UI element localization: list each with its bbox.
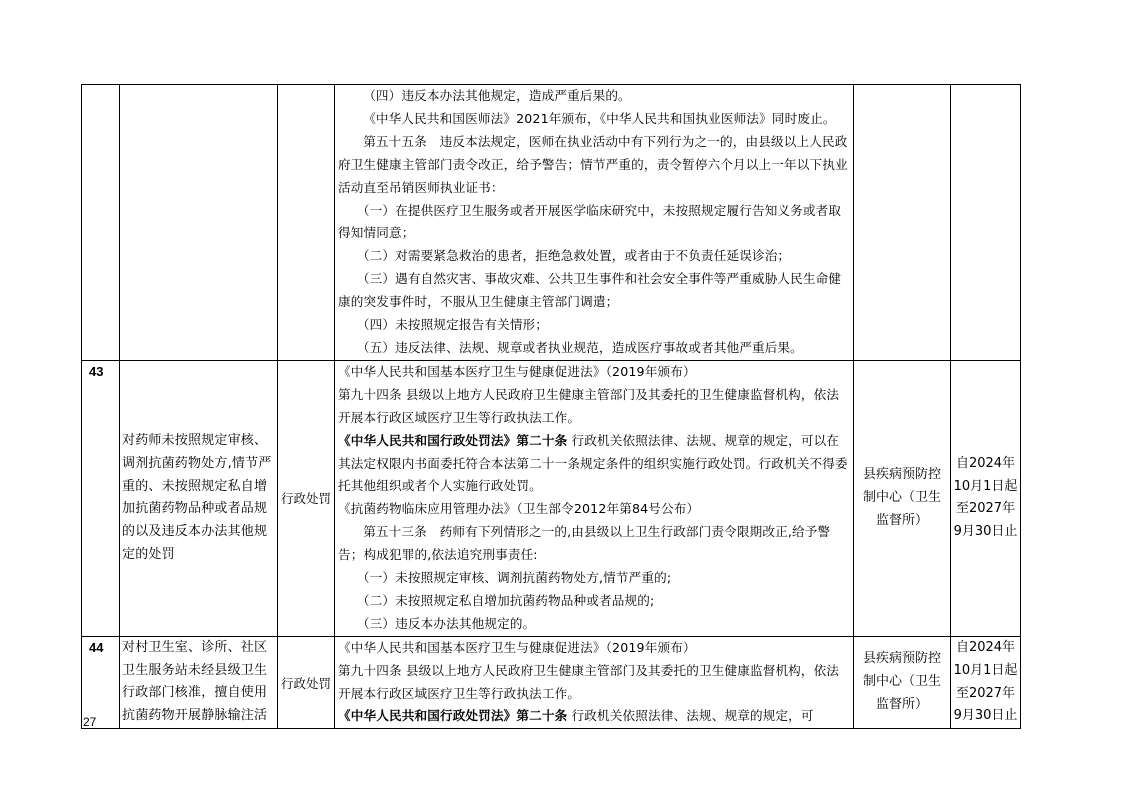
validity-period: 自2024年10月1日起至2027年9月30日止 <box>953 639 1018 724</box>
row-number: 44 <box>89 639 104 655</box>
basis-paragraph: （四）未按照规定报告有关情形； <box>356 317 549 333</box>
validity-period-cell <box>951 360 1021 636</box>
item-name-cell <box>120 85 278 361</box>
enforcement-dept: 县疾病预防控制中心（卫生监督所） <box>862 467 941 528</box>
basis-paragraph: 《中华人民共和国基本医疗卫生与健康促进法》（2019年颁布） <box>338 363 696 379</box>
basis-paragraph: 第五十三条 药师有下列情形之一的,由县级以上卫生行政部门责令限期改正,给予警告；构成犯罪的,依法追究刑事责任: <box>338 524 831 563</box>
item-name: 对村卫生室、诊所、社区卫生服务站未经县级卫生行政部门核准，擅自使用抗菌药物开展静脉输注活 <box>122 639 268 724</box>
table-row <box>82 85 1021 361</box>
table-row <box>82 636 1021 729</box>
basis-paragraph: （五）违反法律、法规、规章或者执业规范，造成医疗事故或者其他严重后果。 <box>356 339 803 355</box>
basis-paragraph: 《中华人民共和国医师法》2021年颁布，《中华人民共和国执业医师法》同时废止。 <box>363 110 836 126</box>
enforcement-dept-cell <box>854 85 951 361</box>
item-name-cell <box>120 360 278 636</box>
row-number: 43 <box>89 363 104 379</box>
row-number-cell <box>82 85 120 361</box>
legal-basis-cell <box>335 85 854 361</box>
basis-paragraph: 《中华人民共和国基本医疗卫生与健康促进法》（2019年颁布） <box>338 639 696 655</box>
enforcement-dept-cell <box>854 360 951 636</box>
basis-paragraph: （一）在提供医疗卫生服务或者开展医学临床研究中，未按照规定履行告知义务或者取得知情同意； <box>338 202 842 241</box>
basis-paragraph: 第五十五条 违反本法规定，医师在执业活动中有下列行为之一的，由县级以上人民政府卫生健康主管部门责令改正，给予警告；情节严重的，责令暂停六个月以上一年以下执业活动直至吊销医师执业证书： <box>338 133 848 195</box>
penalty-type: 行政处罚 <box>280 675 331 691</box>
basis-paragraph: （二）未按照规定私自增加抗菌药物品种或者品规的; <box>356 592 655 608</box>
basis-paragraph: （二）对需要紧急救治的患者，拒绝急救处置，或者由于不负责任延误诊治； <box>356 248 791 264</box>
page-number: 27 <box>83 715 97 729</box>
item-name: 对药师未按照规定审核、调剂抗菌药物处方,情节严重的、未按照规定私自增加抗菌药物品种或者品规的以及违反本办法其他规定的处罚 <box>122 432 272 562</box>
basis-paragraph: 《中华人民共和国行政处罚法》第二十条 行政机关依照法律、法规、规章的规定，可以在其法定权限内书面委托符合本法第二十一条规定条件的组织实施行政处罚。行政机关不得委托其他组织或者个人实施行政处罚。 <box>338 432 848 494</box>
basis-paragraph: （一）未按照规定审核、调剂抗菌药物处方,情节严重的; <box>356 570 672 586</box>
legal-basis-cell <box>335 636 854 729</box>
law-article-title: 《中华人民共和国行政处罚法》第二十条 <box>338 432 568 448</box>
table-row <box>82 360 1021 636</box>
row-number-cell <box>82 360 120 636</box>
basis-paragraph: 第九十四条 县级以上地方人民政府卫生健康主管部门及其委托的卫生健康监督机构，依法开展本行政区域医疗卫生等行政执法工作。 <box>338 662 840 701</box>
basis-paragraph: 第九十四条 县级以上地方人民政府卫生健康主管部门及其委托的卫生健康监督机构，依法开展本行政区域医疗卫生等行政执法工作。 <box>338 386 840 425</box>
validity-period: 自2024年10月1日起至2027年9月30日止 <box>953 455 1018 540</box>
basis-paragraph: （四）违反本办法其他规定，造成严重后果的。 <box>363 88 631 103</box>
penalty-type-cell <box>278 85 335 361</box>
item-name-cell <box>120 636 278 729</box>
penalty-type-cell <box>278 360 335 636</box>
validity-period-cell <box>951 85 1021 361</box>
law-article-title: 《中华人民共和国行政处罚法》第二十条 <box>338 708 568 724</box>
enforcement-dept: 县疾病预防控制中心（卫生监督所） <box>862 651 941 712</box>
legal-basis-cell <box>335 360 854 636</box>
validity-period-cell <box>951 636 1021 729</box>
basis-paragraph: 《中华人民共和国行政处罚法》第二十条 行政机关依照法律、法规、规章的规定，可 <box>338 708 814 724</box>
basis-paragraph: 《抗菌药物临床应用管理办法》（卫生部令2012年第84号公布） <box>338 501 700 517</box>
penalty-type: 行政处罚 <box>280 491 331 507</box>
basis-paragraph: （三）违反本办法其他规定的。 <box>356 615 536 631</box>
basis-paragraph: （三）遇有自然灾害、事故灾难、公共卫生事件和社会安全事件等严重威胁人民生命健康的突发事件时，不服从卫生健康主管部门调遣； <box>338 271 842 310</box>
regulation-table <box>81 84 1021 729</box>
enforcement-dept-cell <box>854 636 951 729</box>
penalty-type-cell <box>278 636 335 729</box>
